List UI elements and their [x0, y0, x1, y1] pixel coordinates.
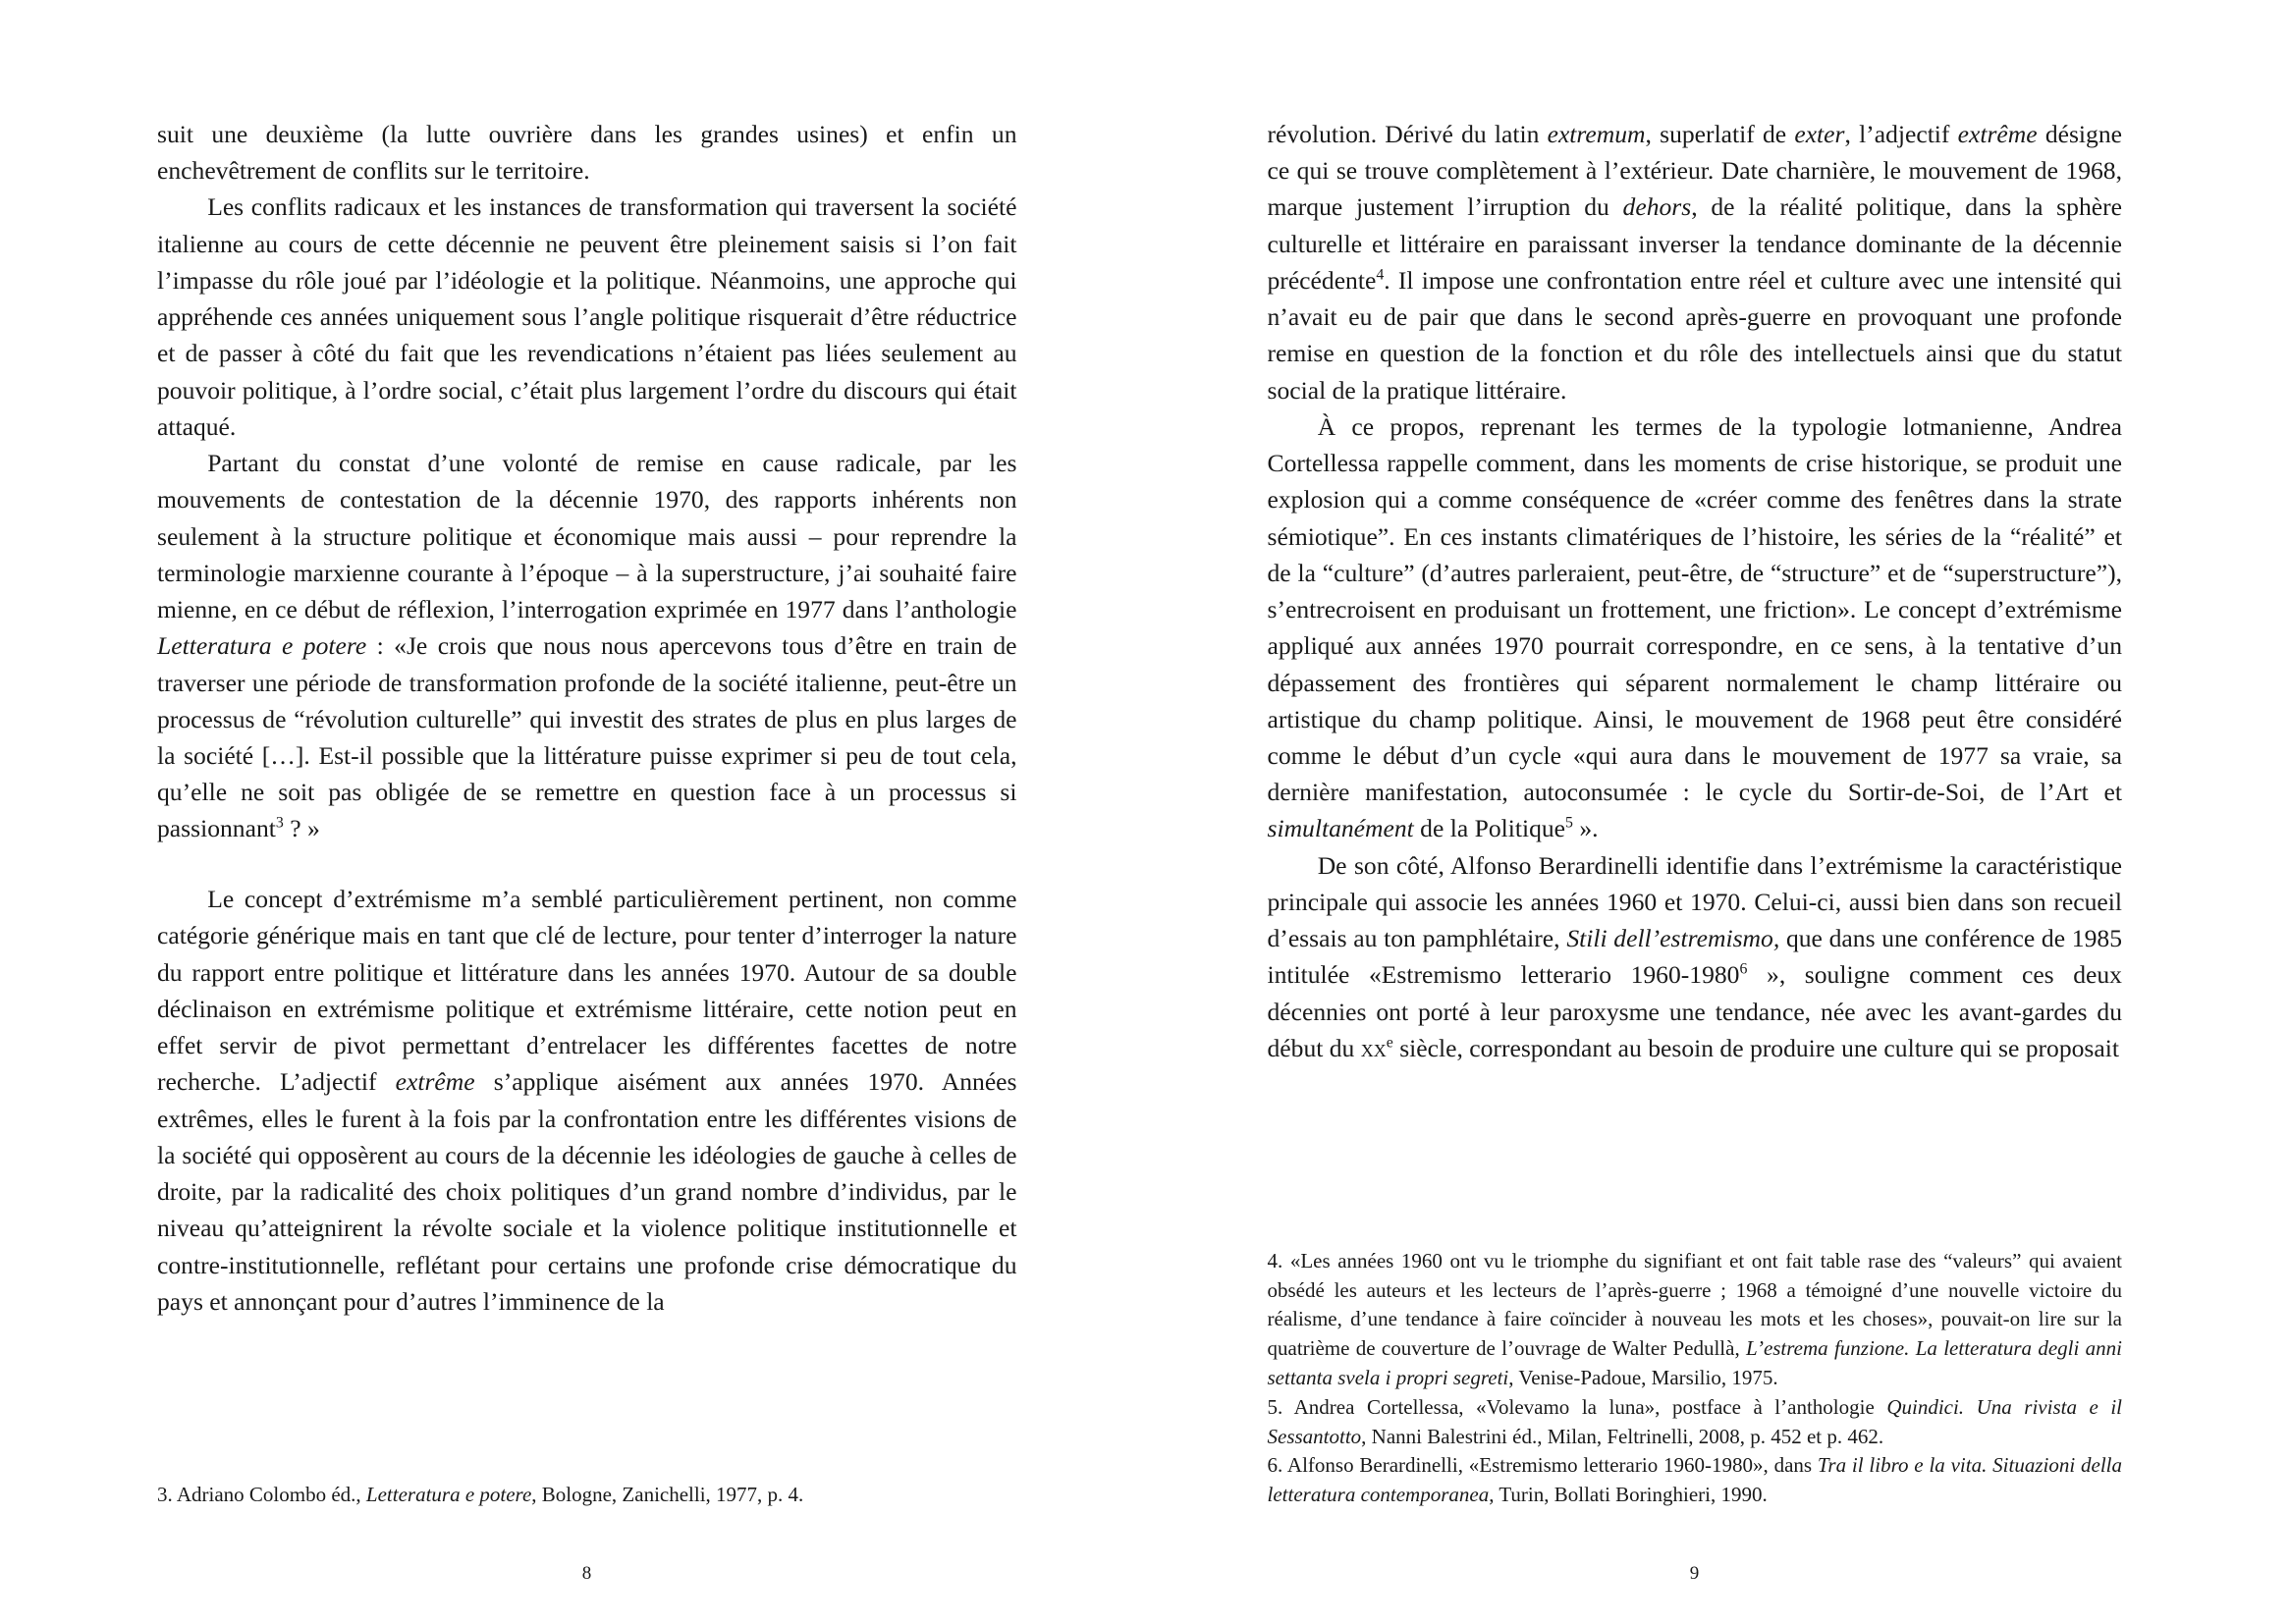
footnote: 3. Adriano Colombo éd., Letteratura e potere, Bologne, Zanichelli, 1977, p. 4.: [157, 1483, 804, 1507]
left-page-footnotes: [157, 1463, 1017, 1510]
right-page: [1145, 0, 2289, 1624]
paragraph: À ce propos, reprenant les termes de la typologie lotmanienne, Andrea Cortellessa rappelle comment, dans les moments de crise historique, se produit une explosion qui a comme conséquence de «créer comme des fenêtres dans la strate sémiotique”. En ces instants climatériques de l’histoire, les séries de la “réalité” et de la “culture” (d’autres parleraient, peut-être, de “structure” et de “superstructure”), s’entrecroisent en produisant un frottement, une friction». Le concept d’extrémisme appliqué aux années 1970 pourrait correspondre, en ce sens, à la tentative d’un dépassement des frontières qui séparent normalement le champ littéraire ou artistique du champ politique. Ainsi, le mouvement de 1968 peut être considéré comme le début d’un cycle «qui aura dans le mouvement de 1977 sa vraie, sa dernière manifestation, autoconsumée : le cycle du Sortir-de-Soi, de l’Art et simultanément de la Politique$^5$ ».: [1267, 411, 2122, 843]
footnote: 4. «Les années 1960 ont vu le triomphe du signifiant et ont fait table rase des “valeurs” qui avaient obsédé les auteurs et les lecteurs de l’après-guerre ; 1968 a témoigné d’une nouvelle victoire du réalisme, d’une tendance à faire coïncider à nouveau les mots et les choses», pouvait-on lire sur la quatrième de couverture de l’ouvrage de Walter Pedullà, L’estrema funzione. La letteratura degli anni settanta svela i propri segreti, Venise-Padoue, Marsilio, 1975.: [1267, 1248, 2122, 1389]
paragraph: suit une deuxième (la lutte ouvrière dans les grandes usines) et enfin un enchevêtrement de conflits sur le territoire.: [157, 120, 1017, 186]
footnote: 6. Alfonso Berardinelli, «Estremismo letterario 1960-1980», dans Tra il libro e la vita. Situazioni della letteratura contemporanea, Turin, Bollati Boringhieri, 1990.: [1267, 1453, 2122, 1507]
left-page-body: [157, 116, 1017, 1463]
paragraph: Les conflits radicaux et les instances de transformation qui traversent la société italienne au cours de cette décennie ne peuvent être pleinement saisis si l’on fait l’impasse du rôle joué par l’idéologie et la politique. Néanmoins, une approche qui appréhende ces années uniquement sous l’angle politique risquerait d’être réductrice et de passer à côté du fait que les revendications n’étaient pas liées seulement au pouvoir politique, à l’ordre social, c’était plus largement l’ordre du discours qui était attaqué.: [157, 192, 1017, 441]
right-page-footnotes: [1268, 1229, 2123, 1510]
paragraph: De son côté, Alfonso Berardinelli identifie dans l’extrémisme la caractéristique principale qui associe les années 1960 et 1970. Celui-ci, aussi bien dans son recueil d’essais au ton pamphlétaire, Stili dell’estremismo, que dans une conférence de 1985 intitulée «Estremismo letterario 1960-1980$^6$ », souligne comment ces deux décennies ont porté à leur paroxysme une tendance, née avec les avant-gardes du début du $xx^e$ siècle, correspondant au besoin de produire une culture qui se proposait: [1267, 850, 2122, 1062]
footnote: 5. Andrea Cortellessa, «Volevamo la luna», postface à l’anthologie Quindici. Una rivista e il Sessantotto, Nanni Balestrini éd., Milan, Feltrinelli, 2008, p. 452 et p. 462.: [1267, 1394, 2122, 1448]
paragraph: Le concept d’extrémisme m’a semblé particulièrement pertinent, non comme catégorie générique mais en tant que clé de lecture, pour tenter d’interroger la nature du rapport entre politique et littérature dans les années 1970. Autour de sa double déclinaison en extrémisme politique et extrémisme littéraire, cette notion peut en effet servir de pivot permettant d’entrelacer les différentes facettes de notre recherche. L’adjectif extrême s’applique aisément aux années 1970. Années extrêmes, elles le furent à la fois par la confrontation entre les différentes visions de la société qui opposèrent au cours de la décennie les idéologies de gauche à celles de droite, par la radicalité des choix politiques d’un grand nombre d’individus, par le niveau qu’atteignirent la révolte sociale et la violence politique institutionnelle et contre-institutionnelle, reflétant pour certains une profonde crise démocratique du pays et annonçant pour d’autres l’imminence de la: [157, 885, 1017, 1316]
paragraph: révolution. Dérivé du latin extremum, superlatif de exter, l’adjectif extrême désigne ce qui se trouve complètement à l’extérieur. Date charnière, le mouvement de 1968, marque justement l’irruption du dehors, de la réalité politique, dans la sphère culturelle et littéraire en paraissant inverser la tendance dominante de la décennie précédente$^4$. Il impose une confrontation entre réel et culture avec une intensité qui n’avait eu de pair que dans le second après-guerre en provoquant une profonde remise en question de la fonction et du rôle des intellectuels ainsi que du statut social de la pratique littéraire.: [1267, 120, 2122, 405]
page-number-left: 8: [581, 1563, 592, 1584]
right-page-body: [1268, 116, 2123, 1229]
page-number-right: 9: [1689, 1563, 1700, 1584]
paragraph: Partant du constat d’une volonté de remise en cause radicale, par les mouvements de contestation de la décennie 1970, des rapports inhérents non seulement à la structure politique et économique mais aussi – pour reprendre la terminologie marxienne courante à l’époque – à la superstructure, j’ai souhaité faire mienne, en ce début de réflexion, l’interrogation exprimée en 1977 dans l’anthologie Letteratura e potere : «Je crois que nous nous apercevons tous d’être en train de traverser une période de transformation profonde de la société italienne, peut-être un processus de “révolution culturelle” qui investit des strates de plus en plus larges de la société […]. Est-il possible que la littérature puisse exprimer si peu de tout cela, qu’elle ne soit pas obligée de se remettre en question face à un processus si passionnant$^3$ ? »: [157, 449, 1017, 843]
